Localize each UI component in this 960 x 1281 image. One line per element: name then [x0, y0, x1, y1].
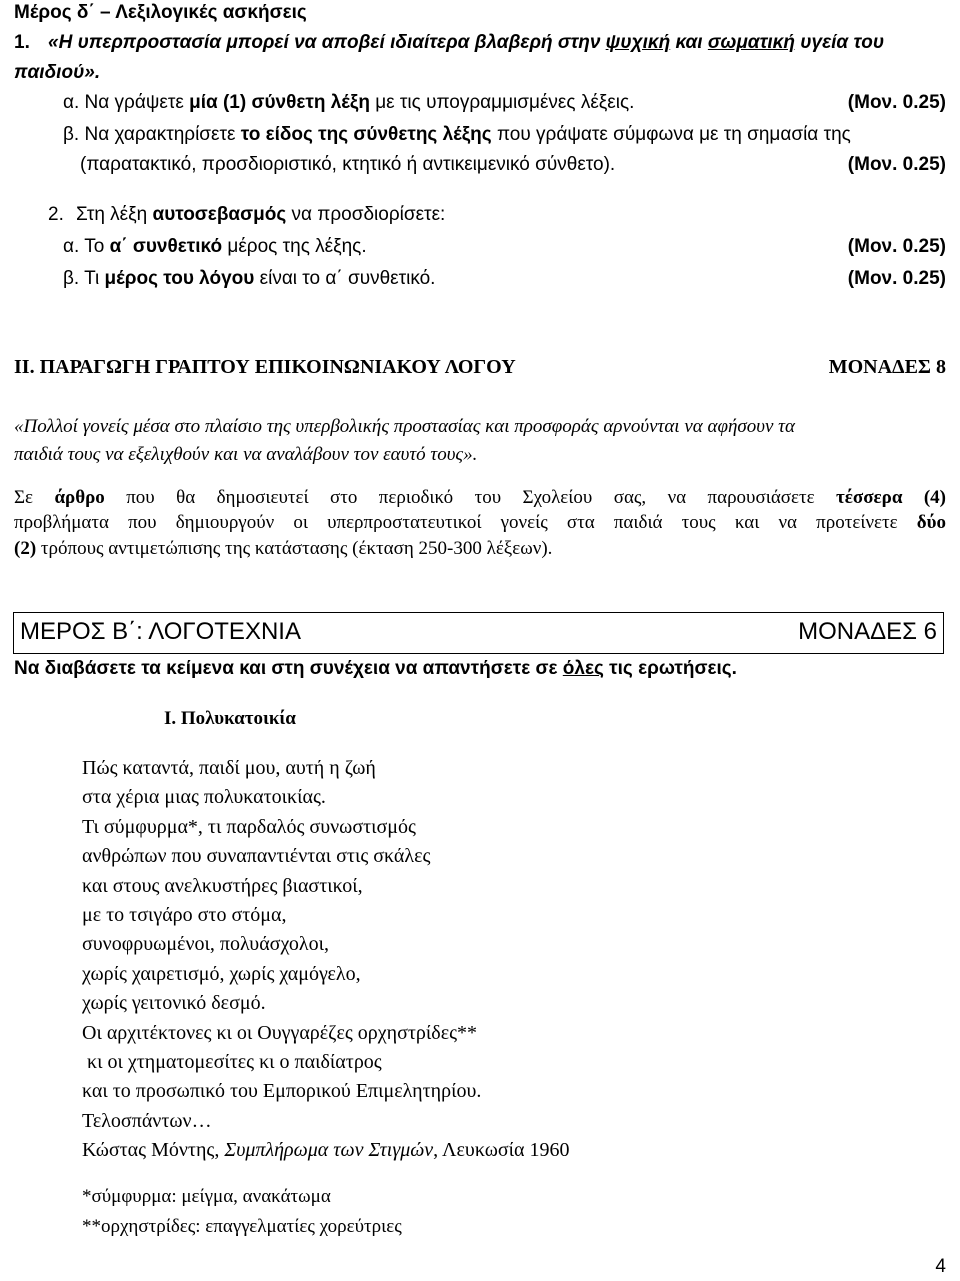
poem-line: και το προσωπικό του Εμπορικού Επιμελητηρίου. [82, 1080, 482, 1103]
question-2-number: 2. [48, 204, 64, 225]
question-2a-marks: (Μον. 0.25) [847, 236, 946, 257]
footnote-1: *σύμφυρμα: μείγμα, ανακάτωμα [82, 1186, 331, 1207]
question-2-text: Στη λέξη αυτοσεβασμός να προσδιορίσετε: [76, 204, 446, 225]
page-number: 4 [935, 1256, 946, 1277]
question-1-quote: «Η υπερπροστασία μπορεί να αποβεί ιδιαίτερα βλαβερή στην ψυχική και σωματική υγεία του [48, 32, 885, 53]
poem-line: Πώς καταντά, παιδί μου, αυτή η ζωή [82, 757, 376, 779]
poem-attribution: Κώστας Μόντης, Συμπλήρωμα των Στιγμών, Λευκωσία 1960 [82, 1139, 570, 1162]
section-ii-task-line1: Σε άρθρο που θα δημοσιευτεί στο περιοδικό του Σχολείου σας, να παρουσιάσετε τέσσερα (4) [14, 487, 947, 508]
poem-line: κι οι χτηματομεσίτες κι ο παιδίατρος [82, 1050, 382, 1073]
underlined-word-psychiki: ψυχική [605, 32, 671, 53]
poem-body [82, 754, 570, 1165]
poem-line: Οι αρχιτέκτονες κι οι Ουγγαρέζες ορχηστρίδες** [82, 1021, 478, 1044]
question-1a-marks: (Μον. 0.25) [847, 92, 946, 113]
question-2b-text: β. Τι μέρος του λόγου είναι το α΄ συνθετικό. [63, 268, 436, 289]
underlined-word-oles: όλες [562, 658, 604, 679]
section-ii-task-line2: προβλήματα που δημιουργούν οι υπερπροστατευτικοί γονείς στα παιδιά τους και να προτείνετε δύο [14, 512, 946, 533]
question-2a-text: α. Το α΄ συνθετικό μέρος της λέξης. [63, 236, 367, 257]
question-1-number: 1. [14, 32, 30, 53]
part-b-units: ΜΟΝΑΔΕΣ 6 [798, 618, 937, 645]
question-1b-marks: (Μον. 0.25) [847, 154, 946, 175]
poem-line: στα χέρια μιας πολυκατοικίας. [82, 786, 326, 809]
poem-line: χωρίς γειτονικό δεσμό. [82, 992, 266, 1015]
part-d-heading: Μέρος δ΄ – Λεξιλογικές ασκήσεις [14, 2, 307, 23]
part-b-instruction: Να διαβάσετε τα κείμενα και στη συνέχεια να απαντήσετε σε όλες τις ερωτήσεις. [14, 658, 737, 679]
poem-line: και στους ανελκυστήρες βιαστικοί, [82, 874, 363, 897]
poem-line: ανθρώπων που συναπαντιένται στις σκάλες [82, 845, 431, 868]
section-ii-units: ΜΟΝΑΔΕΣ 8 [828, 356, 946, 378]
footnote-2: **ορχηστρίδες: επαγγελματίες χορεύτριες [82, 1216, 402, 1237]
underlined-word-somatiki: σωματική [707, 32, 795, 53]
question-1b-text: β. Να χαρακτηρίσετε το είδος της σύνθετης λέξης που γράψατε σύμφωνα με τη σημασία της [63, 124, 851, 145]
poem-line: Τι σύμφυρμα*, τι παρδαλός συνωστισμός [82, 815, 416, 838]
poem-line: με το τσιγάρο στο στόμα, [82, 903, 287, 926]
question-2b-marks: (Μον. 0.25) [847, 268, 946, 289]
section-ii-quote-line2: παιδιά τους να εξελιχθούν και να αναλάβουν τον εαυτό τους». [14, 444, 478, 465]
part-b-title: ΜΕΡΟΣ Β΄: ΛΟΓΟΤΕΧΝΙΑ [20, 618, 301, 645]
section-ii-task-line3: (2) τρόπους αντιμετώπισης της κατάστασης (έκταση 250-300 λέξεων). [14, 538, 553, 559]
poem-line: συνοφρυωμένοι, πολυάσχολοι, [82, 933, 329, 956]
question-1a-text: α. Να γράψετε μία (1) σύνθετη λέξη με τις υπογραμμισμένες λέξεις. [63, 92, 635, 113]
section-ii-quote-line1: «Πολλοί γονείς μέσα στο πλαίσιο της υπερβολικής προστασίας και προσφοράς αρνούνται να αφήσουν τα [14, 416, 795, 437]
poem-line: χωρίς χαιρετισμό, χωρίς χαμόγελο, [82, 962, 361, 985]
question-1b-text-line2: (παρατακτικό, προσδιοριστικό, κτητικό ή αντικειμενικό σύνθετο). [80, 154, 616, 175]
part-b-header-box [13, 612, 944, 654]
poem-title: Ι. Πολυκατοικία [164, 708, 296, 729]
question-1-quote-line2: παιδιού». [14, 62, 101, 83]
section-ii-title: ΙΙ. ΠΑΡΑΓΩΓΗ ΓΡΑΠΤΟΥ ΕΠΙΚΟΙΝΩΝΙΑΚΟΥ ΛΟΓΟΥ [14, 356, 516, 378]
poem-line: Τελοσπάντων… [82, 1109, 212, 1132]
